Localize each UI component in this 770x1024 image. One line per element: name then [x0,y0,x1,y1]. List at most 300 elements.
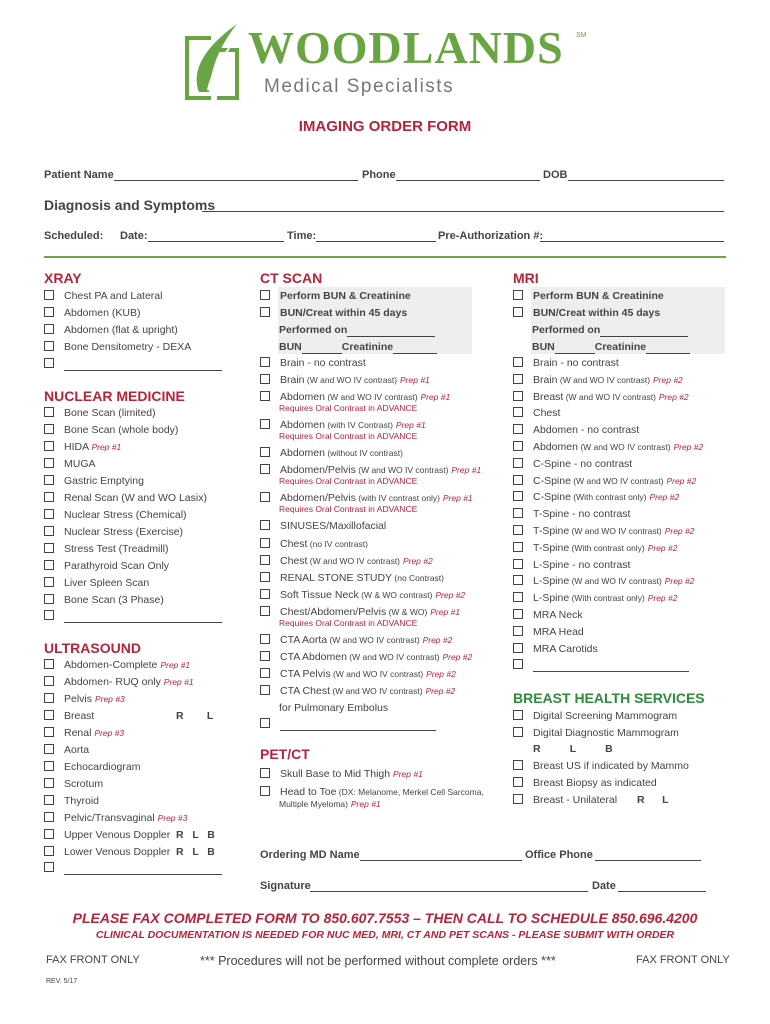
checkbox[interactable] [44,727,54,737]
nuclear-title: NUCLEAR MEDICINE [44,388,185,404]
preauth-label: Pre-Authorization #: [438,230,544,242]
ct-item[interactable] [260,651,472,664]
prep: Prep #2 [442,652,473,662]
breast-item[interactable] [513,760,689,773]
nuclear-item[interactable] [44,424,178,437]
checkbox[interactable] [513,777,523,787]
checkbox[interactable] [44,341,54,351]
ct-item[interactable] [260,685,455,698]
checkbox[interactable] [260,290,270,300]
ct-performed [279,324,435,337]
prep: Prep #2 [647,542,678,553]
detail: (W and WO IV contrast) [569,526,662,536]
mri-item[interactable] [513,374,683,387]
breast-item[interactable] [513,710,677,723]
pe-note: for Pulmonary Embolus [279,702,389,714]
label: MRA Neck [533,609,583,621]
label: Abdomen (KUB) [64,307,141,319]
breast-item[interactable] [513,727,679,755]
prep: Prep #2 [402,556,433,566]
prep: Prep #2 [664,576,695,587]
ct-bun-item-1[interactable] [260,290,411,303]
mri-bun-item-1[interactable] [513,290,664,303]
checkbox[interactable] [513,727,523,737]
mri-item[interactable] [513,542,677,555]
checkbox[interactable] [260,651,270,661]
checkbox[interactable] [513,508,523,518]
detail: (DX: Melanome, Merkel Cell Sarcoma, [336,787,484,797]
label: Brain - no contrast [533,357,619,369]
label: Pelvis [64,693,93,705]
checkbox[interactable] [513,794,523,804]
ultrasound-item[interactable] [44,812,187,825]
checkbox[interactable] [513,609,523,619]
label: Abdomen- RUQ only [64,676,161,688]
checkbox[interactable] [513,475,523,485]
checkbox[interactable] [513,458,523,468]
ct-item[interactable] [260,374,430,387]
ct-performed-field[interactable] [347,336,435,337]
contrast-note: Requires Oral Contrast in ADVANCE [279,431,418,441]
mri-item[interactable] [513,391,689,404]
time-label: Time: [287,230,317,242]
checkbox[interactable] [44,862,54,872]
blank-field[interactable] [280,719,436,731]
checkbox[interactable] [513,491,523,501]
checkbox[interactable] [44,492,54,502]
checkbox[interactable] [513,407,523,417]
ct-item[interactable] [260,589,465,602]
prep: Prep #2 [653,374,683,385]
ultrasound-title: ULTRASOUND [44,640,141,656]
label: Chest PA and Lateral [64,290,163,302]
mri-item[interactable] [513,592,677,605]
ct-item[interactable] [260,555,433,568]
detail: (With contrast only) [569,593,645,604]
side-options: R L [176,710,214,722]
checkbox[interactable] [260,572,270,582]
checkbox[interactable] [513,643,523,653]
label: Abdomen [280,447,325,459]
mri-item[interactable] [513,626,584,639]
label: Abdomen (flat & upright) [64,324,178,336]
label: Skull Base to Mid Thigh [280,768,391,780]
detail: (W and WO IV contrast) [569,576,662,587]
detail: (W and WO IV contrast) [330,686,423,696]
prep: Prep #1 [160,660,191,670]
label: T-Spine [533,525,570,537]
procedures-note: *** Procedures will not be performed without complete orders *** [200,954,556,968]
mri-item[interactable] [513,575,694,588]
checkbox[interactable] [44,458,54,468]
checkbox[interactable] [513,542,523,552]
ultrasound-item[interactable] [44,693,125,706]
sig-date-field[interactable] [618,891,706,892]
ultrasound-item[interactable] [44,778,103,791]
checkbox[interactable] [260,786,270,796]
ultrasound-other[interactable] [44,862,222,875]
checkbox[interactable] [44,778,54,788]
brand-name: WOODLANDS [248,22,564,73]
label: Abdomen-Complete [64,659,158,671]
blank-field[interactable] [64,611,222,623]
mri-item[interactable] [513,475,696,488]
detail: (W and WO IV contrast) [557,374,651,385]
sig-date-label: Date [592,880,616,892]
checkbox[interactable] [44,812,54,822]
label: Scrotum [64,778,104,790]
ct-item[interactable] [260,357,366,370]
xray-item[interactable] [44,341,191,354]
detail: (W and WO IV contrast) [346,652,440,662]
checkbox[interactable] [44,594,54,604]
office-phone-field[interactable] [595,860,701,861]
divider [44,256,726,258]
nuclear-item[interactable] [44,458,96,471]
xray-title: XRAY [44,270,82,286]
blank-field[interactable] [533,660,689,672]
mri-creat-field[interactable] [646,353,690,354]
ordering-md-label: Ordering MD Name [260,849,360,861]
checkbox[interactable] [260,538,270,548]
mri-item[interactable] [513,357,619,370]
detail: (W and WO IV contrast) [324,392,418,402]
label: Performed on [279,324,348,336]
blank-field[interactable] [64,359,222,371]
ct-title: CT SCAN [260,270,323,286]
checkbox[interactable] [260,589,270,599]
side-options: R L B [176,846,215,858]
label: Soft Tissue Neck [280,589,359,601]
prep: Prep #1 [400,375,430,385]
label: HIDA [64,441,89,453]
ct-item[interactable] [260,447,403,460]
checkbox[interactable] [44,290,54,300]
revision: REV. 5/17 [46,978,78,985]
prep: Prep #1 [350,799,381,809]
detail: (With contrast only) [569,542,645,553]
checkbox[interactable] [44,693,54,703]
xray-item[interactable] [44,307,140,320]
checkbox[interactable] [44,509,54,519]
mri-item[interactable] [513,609,583,622]
mri-other[interactable] [513,659,689,672]
label: Creatinine [341,341,394,353]
checkbox[interactable] [260,555,270,565]
label: MRA Head [533,625,584,638]
label: CTA Abdomen [280,651,347,663]
ultrasound-item[interactable] [44,795,99,808]
prep: Prep #1 [395,420,426,430]
label: Breast [533,390,564,403]
label: Thyroid [64,795,100,807]
checkbox[interactable] [260,520,270,530]
office-phone-label: Office Phone [525,849,593,861]
label: L-Spine [533,575,570,588]
checkbox[interactable] [513,525,523,535]
detail: (with IV contrast only) [355,493,440,503]
checkbox[interactable] [260,634,270,644]
label: RENAL STONE STUDY [280,572,393,584]
checkbox[interactable] [513,575,523,585]
ultrasound-item[interactable] [44,710,214,723]
side-options: R L [637,794,669,806]
ct-item[interactable] [260,668,456,681]
detail: (without IV contrast) [324,448,403,458]
checkbox[interactable] [44,475,54,485]
label: Brain - no contrast [280,357,366,369]
ultrasound-item[interactable] [44,829,215,842]
woodlands-leaf-logo [181,22,243,100]
label: T-Spine - no contrast [533,508,631,521]
mri-bun-item-2[interactable] [513,307,660,320]
prep: Prep #2 [673,442,704,452]
mri-item[interactable] [513,424,639,437]
ct-item[interactable] [260,538,368,551]
ultrasound-item[interactable] [44,659,190,672]
label: Upper Venous Doppler [64,829,171,841]
ultrasound-item[interactable] [44,846,215,859]
checkbox[interactable] [513,626,523,636]
checkbox[interactable] [513,659,523,669]
label: C-Spine [533,491,571,504]
label: Abdomen/Pelvis [280,492,356,504]
checkbox[interactable] [44,577,54,587]
checkbox[interactable] [44,610,54,620]
label: Breast - Unilateral [533,794,618,806]
checkbox[interactable] [44,324,54,334]
checkbox[interactable] [260,768,270,778]
checkbox[interactable] [260,464,270,474]
checkbox[interactable] [44,526,54,536]
label: BUN [532,341,555,353]
petct-item[interactable] [260,768,423,781]
mri-item[interactable] [513,643,598,656]
checkbox[interactable] [260,307,270,317]
ct-item[interactable] [260,634,452,647]
breast-item[interactable] [513,777,657,790]
label: Abdomen [533,441,578,453]
patient-name-label: Patient Name [44,169,114,181]
checkbox[interactable] [513,290,523,300]
prep: Prep #1 [451,465,482,475]
contrast-note: Requires Oral Contrast in ADVANCE [279,504,418,514]
diagnosis-field[interactable] [202,211,724,212]
checkbox[interactable] [513,374,523,384]
detail: (W and WO IV contrast) [327,635,420,645]
xray-item[interactable] [44,324,178,337]
checkbox[interactable] [260,374,270,384]
checkbox[interactable] [513,424,523,434]
checkbox[interactable] [44,676,54,686]
label: Bone Scan (3 Phase) [64,594,164,606]
mri-item[interactable] [513,458,632,471]
ordering-md-field[interactable] [360,860,522,861]
ct-other[interactable] [260,718,436,731]
label: Parathyroid Scan Only [64,560,170,572]
label: Aorta [64,744,90,756]
mri-bun-creat [532,341,690,354]
prep: Prep #2 [649,492,680,503]
contrast-note: Requires Oral Contrast in ADVANCE [279,618,418,628]
prep: Prep #1 [91,442,122,452]
checkbox[interactable] [44,560,54,570]
label: SINUSES/Maxillofacial [280,520,387,532]
checkbox[interactable] [513,391,523,401]
nuclear-item[interactable] [44,594,164,607]
label: BUN [279,341,302,353]
mri-item[interactable] [513,491,679,504]
checkbox[interactable] [44,795,54,805]
preauth-field[interactable] [540,241,724,242]
label: Stress Test (Treadmill) [64,543,169,555]
signature-field[interactable] [310,891,588,892]
petct-title: PET/CT [260,746,310,762]
detail: (W and WO IV contrast) [570,475,664,486]
label: Head to Toe [280,786,337,798]
checkbox[interactable] [260,492,270,502]
ct-item[interactable] [260,520,386,533]
detail: (W and WO IV contrast) [307,556,401,566]
nuclear-item[interactable] [44,509,187,522]
ct-item[interactable] [260,572,444,585]
label: BUN/Creat within 45 days [280,307,408,319]
phone-label: Phone [362,169,396,181]
date-field[interactable] [148,241,284,242]
nuclear-item[interactable] [44,543,168,556]
ultrasound-item[interactable] [44,744,89,757]
checkbox[interactable] [513,559,523,569]
dob-field[interactable] [568,180,724,181]
checkbox[interactable] [44,846,54,856]
label: Chest [533,407,561,420]
prep: Prep #1 [442,493,473,503]
checkbox[interactable] [44,543,54,553]
breast-title: BREAST HEALTH SERVICES [513,690,705,706]
nuclear-item[interactable] [44,526,183,539]
mri-item[interactable] [513,525,694,538]
label: Bone Densitometry - DEXA [64,341,192,353]
prep: Prep #3 [157,813,188,823]
detail: (W & WO contrast) [358,590,433,600]
prep: Prep #2 [422,635,453,645]
prep: Prep #3 [94,728,125,738]
label: CTA Chest [280,685,330,697]
checkbox[interactable] [44,761,54,771]
checkbox[interactable] [513,592,523,602]
checkbox[interactable] [44,744,54,754]
label: Brain [533,373,558,386]
prep: Prep #1 [430,607,461,617]
checkbox[interactable] [513,760,523,770]
checkbox[interactable] [44,659,54,669]
side-options: R L B [176,829,215,841]
checkbox[interactable] [260,606,270,616]
label: Chest/Abdomen/Pelvis [280,606,387,618]
ct-bun-creat [279,341,437,354]
mri-bun-field[interactable] [555,353,595,354]
clinical-documentation-note: CLINICAL DOCUMENTATION IS NEEDED FOR NUC MED, MRI, CT AND PET SCANS - PLEASE SUBMIT WITH ORDER [95,929,675,941]
nuclear-item[interactable] [44,560,169,573]
mri-item[interactable] [513,441,703,454]
mri-performed-field[interactable] [600,336,688,337]
patient-name-field[interactable] [114,180,358,181]
checkbox[interactable] [260,447,270,457]
ct-bun-field[interactable] [302,353,342,354]
petct-item-cont [279,798,381,811]
nuclear-item[interactable] [44,407,156,420]
fax-front-only-left: FAX FRONT ONLY [46,954,140,966]
mri-item[interactable] [513,559,630,572]
label: T-Spine [533,541,570,554]
checkbox[interactable] [260,685,270,695]
nuclear-item[interactable] [44,441,121,454]
prep: Prep #1 [393,769,423,779]
checkbox[interactable] [513,710,523,720]
checkbox[interactable] [260,668,270,678]
label: BUN/Creat within 45 days [533,307,661,319]
mri-item[interactable] [513,407,560,420]
checkbox[interactable] [513,441,523,451]
checkbox[interactable] [44,829,54,839]
breast-item[interactable] [513,794,669,807]
checkbox[interactable] [44,307,54,317]
nuclear-item[interactable] [44,577,149,590]
ultrasound-item[interactable] [44,727,124,740]
checkbox[interactable] [260,357,270,367]
diagnosis-label: Diagnosis and Symptoms [44,197,216,213]
checkbox[interactable] [44,358,54,368]
prep: Prep #2 [647,593,678,604]
phone-field[interactable] [396,180,540,181]
checkbox[interactable] [44,407,54,417]
checkbox[interactable] [513,307,523,317]
ultrasound-item[interactable] [44,761,140,774]
checkbox[interactable] [260,718,270,728]
nuclear-other[interactable] [44,610,222,623]
checkbox[interactable] [44,424,54,434]
nuclear-item[interactable] [44,475,144,488]
mri-item[interactable] [513,508,630,521]
blank-field[interactable] [64,863,222,875]
label: Creatinine [594,341,647,353]
xray-other[interactable] [44,358,222,371]
contrast-note: Requires Oral Contrast in ADVANCE [279,476,418,486]
label: Renal Scan (W and WO Lasix) [64,492,207,504]
ct-creat-field[interactable] [393,353,437,354]
nuclear-item[interactable] [44,492,207,505]
xray-item[interactable] [44,290,162,303]
time-field[interactable] [316,241,436,242]
checkbox[interactable] [260,391,270,401]
checkbox[interactable] [513,357,523,367]
checkbox[interactable] [44,441,54,451]
label: L-Spine - no contrast [533,558,631,571]
label: C-Spine - no contrast [533,457,633,470]
ultrasound-item[interactable] [44,676,194,689]
label: Bone Scan (limited) [64,407,156,419]
label: Chest [280,538,308,550]
detail: Multiple Myeloma) [279,799,348,809]
prep: Prep #3 [94,694,125,704]
label: Chest [280,555,308,567]
prep: Prep #2 [435,590,466,600]
checkbox[interactable] [44,710,54,720]
ct-bun-item-2[interactable] [260,307,407,320]
label: L-Spine [533,592,570,605]
label: Abdomen - no contrast [533,424,640,437]
checkbox[interactable] [260,419,270,429]
